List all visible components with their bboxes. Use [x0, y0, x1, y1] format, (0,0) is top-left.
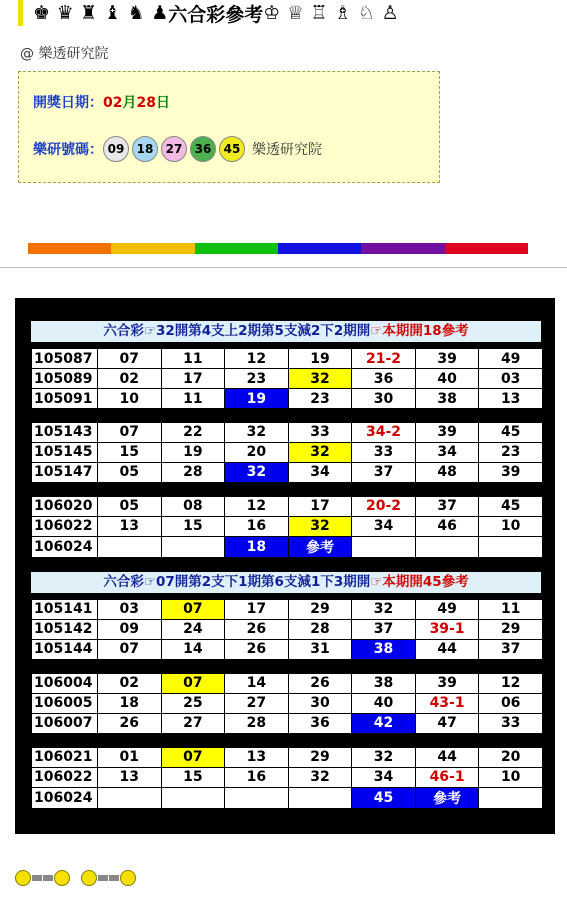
draw-group-table [31, 348, 543, 409]
smiley-icon [54, 870, 70, 886]
number-cell: 32 [352, 747, 416, 767]
draw-period-cell: 106007 [32, 713, 98, 733]
draw-date: 開獎日期：02月28日 [33, 95, 170, 111]
number-cell: 34 [288, 462, 352, 482]
table-row [32, 389, 543, 409]
number-cell: 12 [479, 673, 543, 693]
number-ball: 09 [103, 136, 129, 162]
number-cell: 34 [352, 767, 416, 787]
number-ball: 36 [190, 136, 216, 162]
number-cell [288, 787, 352, 808]
number-cell: 46 [415, 516, 479, 536]
smiley-icon [81, 870, 97, 886]
number-cell: 03 [479, 369, 543, 389]
number-cell: 40 [352, 693, 416, 713]
number-cell: 02 [98, 673, 162, 693]
draw-period-cell: 105147 [32, 462, 98, 482]
table-row [32, 673, 543, 693]
table-row [32, 462, 543, 482]
number-cell: 33 [479, 713, 543, 733]
number-cell: 07 [161, 747, 225, 767]
number-cell: 39 [415, 349, 479, 369]
number-cell: 20 [225, 442, 289, 462]
table-row [32, 639, 543, 659]
number-cell: 14 [161, 639, 225, 659]
draw-group-table [31, 599, 543, 660]
number-cell: 28 [288, 619, 352, 639]
number-cell: 42 [352, 713, 416, 733]
number-cell: 20 [479, 747, 543, 767]
number-cell: 15 [161, 767, 225, 787]
number-cell: 38 [415, 389, 479, 409]
number-cell: 13 [225, 747, 289, 767]
rainbow-divider [28, 243, 528, 254]
number-cell: 32 [225, 462, 289, 482]
chess-icons-left: ♚ ♛ ♜ ♝ ♞ ♟ [33, 2, 169, 24]
draw-period-cell: 105091 [32, 389, 98, 409]
number-cell: 15 [161, 516, 225, 536]
number-cell: 23 [288, 389, 352, 409]
analysis-board [15, 298, 555, 834]
number-cell: 13 [479, 389, 543, 409]
number-cell: 49 [415, 599, 479, 619]
draw-group-table [31, 422, 543, 483]
table-row [32, 536, 543, 557]
number-cell: 23 [225, 369, 289, 389]
draw-period-cell: 106022 [32, 516, 98, 536]
number-cell: 28 [225, 713, 289, 733]
number-cell: 30 [352, 389, 416, 409]
number-cell: 34-2 [352, 422, 416, 442]
smiley-icon [15, 870, 31, 886]
chess-icons-right: ♔ ♕ ♖ ♗ ♘ ♙ [263, 2, 399, 24]
page-title: 六合彩參考 [168, 3, 264, 26]
number-cell: 39-1 [415, 619, 479, 639]
number-cell: 02 [98, 369, 162, 389]
number-cell: 12 [225, 496, 289, 516]
rainbow-segment [195, 243, 278, 254]
draw-period-cell: 106021 [32, 747, 98, 767]
number-cell: 18 [98, 693, 162, 713]
number-cell: 17 [225, 599, 289, 619]
draw-period-cell: 105089 [32, 369, 98, 389]
number-cell: 26 [288, 673, 352, 693]
number-cell: 21-2 [352, 349, 416, 369]
number-cell: 32 [288, 767, 352, 787]
number-cell: 26 [98, 713, 162, 733]
table-row [32, 787, 543, 808]
number-cell: 39 [479, 462, 543, 482]
rainbow-segment [445, 243, 528, 254]
number-cell: 37 [479, 639, 543, 659]
number-cell: 39 [415, 422, 479, 442]
draw-period-cell: 105145 [32, 442, 98, 462]
table-row [32, 747, 543, 767]
number-cell: 10 [98, 389, 162, 409]
number-cell: 11 [161, 389, 225, 409]
number-cell: 45 [479, 422, 543, 442]
number-cell: 01 [98, 747, 162, 767]
number-cell: 31 [288, 639, 352, 659]
draw-info-box [18, 71, 440, 183]
number-cell: 17 [161, 369, 225, 389]
table-row [32, 369, 543, 389]
number-cell: 29 [479, 619, 543, 639]
draw-group-table [31, 673, 543, 734]
number-cell: 10 [479, 516, 543, 536]
number-cell: 37 [352, 462, 416, 482]
number-cell [98, 787, 162, 808]
table-row [32, 713, 543, 733]
number-ball: 45 [219, 136, 245, 162]
number-cell [352, 536, 416, 557]
section-header: 六合彩☞32開第4支上2期第5支減2下2期開☞本期開18參考 [31, 321, 541, 342]
number-cell: 11 [161, 349, 225, 369]
number-cell [225, 787, 289, 808]
smiley-decoration [15, 870, 137, 886]
number-cell: 32 [225, 422, 289, 442]
number-cell: 28 [161, 462, 225, 482]
number-cell: 22 [161, 422, 225, 442]
number-cell: 18 [225, 536, 289, 557]
number-cell: 34 [415, 442, 479, 462]
table-row [32, 693, 543, 713]
number-cell [98, 536, 162, 557]
rainbow-segment [278, 243, 361, 254]
number-cell: 參考 [415, 787, 479, 808]
table-row [32, 442, 543, 462]
number-cell: 49 [479, 349, 543, 369]
number-cell [161, 536, 225, 557]
draw-period-cell: 106004 [32, 673, 98, 693]
number-cell [479, 536, 543, 557]
number-cell: 13 [98, 516, 162, 536]
number-cell: 05 [98, 462, 162, 482]
draw-group-table [31, 496, 543, 558]
number-cell: 10 [479, 767, 543, 787]
number-cell: 38 [352, 639, 416, 659]
rainbow-segment [111, 243, 194, 254]
draw-period-cell: 106024 [32, 536, 98, 557]
number-cell: 26 [225, 639, 289, 659]
number-ball: 18 [132, 136, 158, 162]
table-row [32, 349, 543, 369]
number-cell: 37 [352, 619, 416, 639]
number-cell: 27 [161, 713, 225, 733]
draw-period-cell: 105143 [32, 422, 98, 442]
table-row [32, 422, 543, 442]
section-header: 六合彩☞07開第2支下1期第6支減1下3期開☞本期開45參考 [31, 572, 541, 593]
draw-period-cell: 106022 [32, 767, 98, 787]
number-cell: 14 [225, 673, 289, 693]
number-cell: 32 [288, 369, 352, 389]
number-cell: 11 [479, 599, 543, 619]
number-cell: 36 [352, 369, 416, 389]
draw-period-cell: 105142 [32, 619, 98, 639]
number-cell: 05 [98, 496, 162, 516]
number-cell: 13 [98, 767, 162, 787]
number-cell: 07 [98, 639, 162, 659]
number-cell: 07 [161, 599, 225, 619]
number-cell: 23 [479, 442, 543, 462]
smiley-icon [120, 870, 136, 886]
number-cell: 16 [225, 516, 289, 536]
number-cell: 40 [415, 369, 479, 389]
draw-period-cell: 106024 [32, 787, 98, 808]
number-cell: 38 [352, 673, 416, 693]
draw-period-cell: 106005 [32, 693, 98, 713]
number-cell: 29 [288, 599, 352, 619]
lucky-numbers: 樂研號碼： 09 18 27 36 45 樂透研究院 [33, 136, 322, 162]
number-cell: 48 [415, 462, 479, 482]
number-cell: 34 [352, 516, 416, 536]
number-cell [415, 536, 479, 557]
horizontal-rule [0, 267, 567, 268]
number-cell: 44 [415, 639, 479, 659]
number-cell: 46-1 [415, 767, 479, 787]
number-cell: 43-1 [415, 693, 479, 713]
number-cell: 32 [288, 516, 352, 536]
number-cell [479, 787, 543, 808]
rainbow-segment [28, 243, 111, 254]
number-cell: 29 [288, 747, 352, 767]
draw-period-cell: 105144 [32, 639, 98, 659]
draw-period-cell: 106020 [32, 496, 98, 516]
number-cell: 33 [288, 422, 352, 442]
number-cell: 45 [352, 787, 416, 808]
number-cell: 19 [161, 442, 225, 462]
number-cell: 09 [98, 619, 162, 639]
number-cell: 45 [479, 496, 543, 516]
number-cell: 19 [288, 349, 352, 369]
number-cell: 24 [161, 619, 225, 639]
table-row [32, 599, 543, 619]
table-row [32, 767, 543, 787]
number-cell: 07 [161, 673, 225, 693]
number-cell: 16 [225, 767, 289, 787]
number-cell: 33 [352, 442, 416, 462]
number-cell: 12 [225, 349, 289, 369]
number-cell: 19 [225, 389, 289, 409]
table-row [32, 516, 543, 536]
number-cell: 39 [415, 673, 479, 693]
number-cell: 08 [161, 496, 225, 516]
table-row [32, 619, 543, 639]
draw-group-table [31, 747, 543, 809]
number-cell: 06 [479, 693, 543, 713]
number-cell: 44 [415, 747, 479, 767]
number-cell: 27 [225, 693, 289, 713]
number-cell: 15 [98, 442, 162, 462]
number-cell: 17 [288, 496, 352, 516]
number-cell: 37 [415, 496, 479, 516]
number-ball: 27 [161, 136, 187, 162]
number-cell: 36 [288, 713, 352, 733]
number-cell: 30 [288, 693, 352, 713]
rainbow-segment [361, 243, 444, 254]
number-cell: 07 [98, 349, 162, 369]
draw-period-cell: 105087 [32, 349, 98, 369]
page-title-bar [18, 0, 399, 26]
table-row [32, 496, 543, 516]
number-cell: 參考 [288, 536, 352, 557]
number-cell: 47 [415, 713, 479, 733]
number-cell: 32 [352, 599, 416, 619]
draw-period-cell: 105141 [32, 599, 98, 619]
number-cell [161, 787, 225, 808]
number-cell: 32 [288, 442, 352, 462]
number-cell: 07 [98, 422, 162, 442]
number-cell: 26 [225, 619, 289, 639]
number-cell: 20-2 [352, 496, 416, 516]
number-cell: 25 [161, 693, 225, 713]
source-credit: @ 樂透研究院 [20, 46, 109, 62]
number-cell: 03 [98, 599, 162, 619]
